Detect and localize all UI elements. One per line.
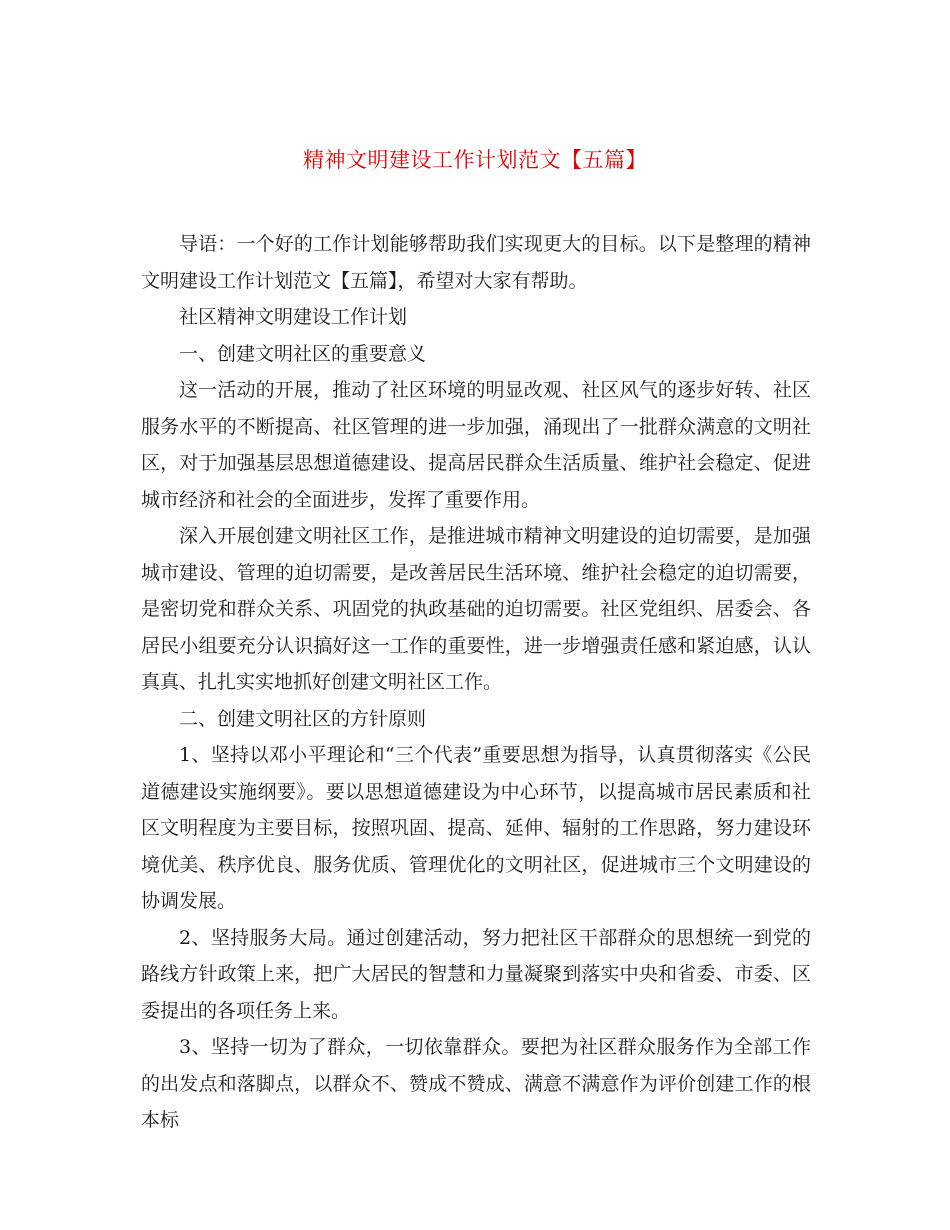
body-paragraph: 2、坚持服务大局。通过创建活动，努力把社区干部群众的思想统一到党的路线方针政策上来，把广大居民的智慧和力量凝聚到落实中央和省委、市委、区委提出的各项任务上来。 [141, 926, 811, 1022]
document-title: 精神文明建设工作计划范文【五篇】 [303, 148, 647, 172]
body-paragraph: 1、坚持以邓小平理论和“三个代表”重要思想为指导，认真贯彻落实《公民道德建设实施纲要》。要以思想道德建设为中心环节，以提高城市居民素质和社区文明程度为主要目标，按照巩固、提高、延伸、辐射的工作思路，努力建设环境优美、秩序优良、服务优质、管理优化的文明社区，促进城市三个文明建设的协调发展。 [141, 744, 811, 912]
subsection-heading: 一、创建文明社区的重要意义 [179, 342, 427, 365]
body-paragraph: 这一活动的开展，推动了社区环境的明显改观、社区风气的逐步好转、社区服务水平的不断提高、社区管理的进一步加强，涌现出了一批群众满意的文明社区，对于加强基层思想道德建设、提高居民群众生活质量、维护社会稳定、促进城市经济和社会的全面进步，发挥了重要作用。 [141, 379, 811, 511]
body-paragraph: 3、坚持一切为了群众，一切依靠群众。要把为社区群众服务作为全部工作的出发点和落脚点，以群众不、赞成不赞成、满意不满意作为评价创建工作的根本标 [141, 1036, 811, 1131]
document-body [141, 226, 811, 1139]
body-paragraph: 深入开展创建文明社区工作，是推进城市精神文明建设的迫切需要，是加强城市建设、管理的迫切需要，是改善居民生活环境、维护社会稳定的迫切需要，是密切党和群众关系、巩固党的执政基础的迫切需要。社区党组织、居委会、各居民小组要充分认识搞好这一工作的重要性，进一步增强责任感和紧迫感，认认真真、扎扎实实地抓好创建文明社区工作。 [141, 525, 811, 693]
section-heading: 社区精神文明建设工作计划 [179, 306, 408, 328]
intro-paragraph: 导语：一个好的工作计划能够帮助我们实现更大的目标。以下是整理的精神文明建设工作计划范文【五篇】，希望对大家有帮助。 [141, 233, 811, 292]
subsection-heading: 二、创建文明社区的方针原则 [179, 707, 427, 730]
